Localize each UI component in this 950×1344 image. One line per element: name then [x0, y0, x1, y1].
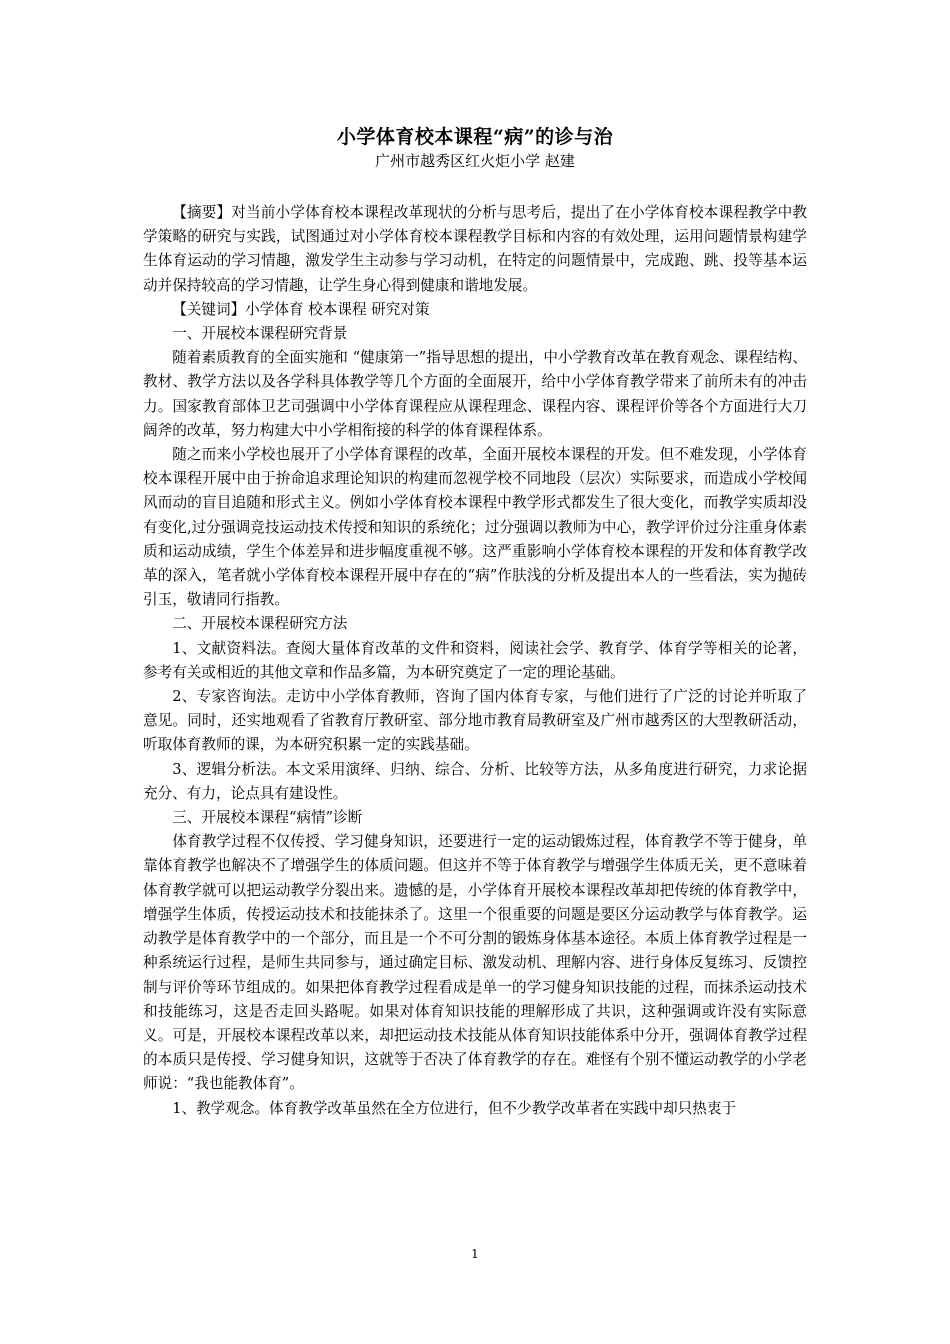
abstract-paragraph: 【摘要】对当前小学体育校本课程改革现状的分析与思考后，提出了在小学体育校本课程教学中教学策略的研究与实践，试图通过对小学体育校本课程教学目标和内容的有效处理，运用问题情景构建学生体育运动的学习情趣，激发学生主动参与学习动机，在特定的问题情景中，完成跑、跳、投等基本运动并保持较高的学习情趣，让学生身心得到健康和谐地发展。	[143, 204, 807, 294]
method-paragraph-3: 3、逻辑分析法。本文采用演绎、归纳、综合、分析、比较等方法，从多角度进行研究，力求论据充分、有力，论点具有建设性。	[143, 760, 807, 802]
document-author: 广州市越秀区红火炬小学 赵建	[375, 152, 575, 170]
body-paragraph: 随之而来小学校也展开了小学体育课程的改革，全面开展校本课程的开发。但不难发现，小学体育校本课程开展中由于拚命追求理论知识的构建而忽视学校不同地段（层次）实际要求，而造成小学校闻风而动的盲目追随和形式主义。例如小学体育校本课程中教学形式都发生了很大变化，而教学实质却没有变化,过分强调竞技运动技术传授和知识的系统化；过分强调以教师为中心，教学评价过分注重身体素质和运动成绩，学生个体差异和进步幅度重视不够。这严重影响小学体育校本课程的开发和体育教学改革的深入，笔者就小学体育校本课程开展中存在的“病”作肤浅的分析及提出本人的一些看法，实为抛砖引玉，敬请同行指教。	[143, 446, 807, 609]
page-number: 1	[471, 1247, 479, 1261]
body-paragraph: 体育教学过程不仅传授、学习健身知识，还要进行一定的运动锻炼过程，体育教学不等于健身，单靠体育教学也解决不了增强学生的体质问题。但这并不等于体育教学与增强学生体质无关，更不意味着体育教学就可以把运动教学分裂出来。遗憾的是，小学体育开展校本课程改革却把传统的体育教学中，增强学生体质，传授运动技术和技能抹杀了。这里一个很重要的问题是要区分运动教学与体育教学。运动教学是体育教学中的一个部分，而且是一个不可分割的锻炼身体基本途径。本质上体育教学过程是一种系统运行过程，是师生共同参与，通过确定目标、激发动机、理解内容、进行身体反复练习、反馈控制与评价等环节组成的。如果把体育教学过程看成是单一的学习健身知识技能的过程，而抹杀运动技术和技能练习，这是否走回头路呢。如果对体育知识技能的理解形成了共识，这种强调或许没有实际意义。可是，开展校本课程改革以来，却把运动技术技能从体育知识技能体系中分开，强调体育教学过程的本质只是传授、学习健身知识，这就等于否决了体育教学的存在。难怪有个别不懂运动教学的小学老师说：“我也能教体育”。	[143, 833, 807, 1093]
keywords-paragraph: 【关键词】小学体育 校本课程 研究对策	[172, 300, 430, 318]
method-paragraph-2: 2、专家咨询法。走访中小学体育教师，咨询了国内体育专家，与他们进行了广泛的讨论并听取了意见。同时，还实地观看了省教育厅教研室、部分地市教育局教研室及广州市越秀区的大型教研活动，听取体育教师的课，为本研究积累一定的实践基础。	[143, 688, 807, 754]
section-heading-1: 一、开展校本课程研究背景	[172, 325, 348, 343]
document-body	[143, 201, 807, 1121]
document-title: 小学体育校本课程“病”的诊与治	[336, 126, 614, 148]
body-paragraph: 随着素质教育的全面实施和 “健康第一”指导思想的提出，中小学教育改革在教育观念、课程结构、教材、教学方法以及各学科具体教学等几个方面的全面展开，给中小学体育教学带来了前所未有的冲击力。国家教育部体卫艺司强调中小学体育课程应从课程理念、课程内容、课程评价等各个方面进行大刀阔斧的改革，努力构建大中小学相衔接的科学的体育课程体系。	[143, 349, 807, 439]
body-paragraph: 1、教学观念。体育教学改革虽然在全方位进行，但不少教学改革者在实践中却只热衷于	[172, 1099, 737, 1117]
section-heading-2: 二、开展校本课程研究方法	[172, 615, 348, 633]
section-heading-3: 三、开展校本课程“病情”诊断	[172, 809, 363, 827]
method-paragraph-1: 1、文献资料法。查阅大量体育改革的文件和资料，阅读社会学、教育学、体育学等相关的论著，参考有关或相近的其他文章和作品多篇，为本研究奠定了一定的理论基础。	[143, 639, 807, 681]
